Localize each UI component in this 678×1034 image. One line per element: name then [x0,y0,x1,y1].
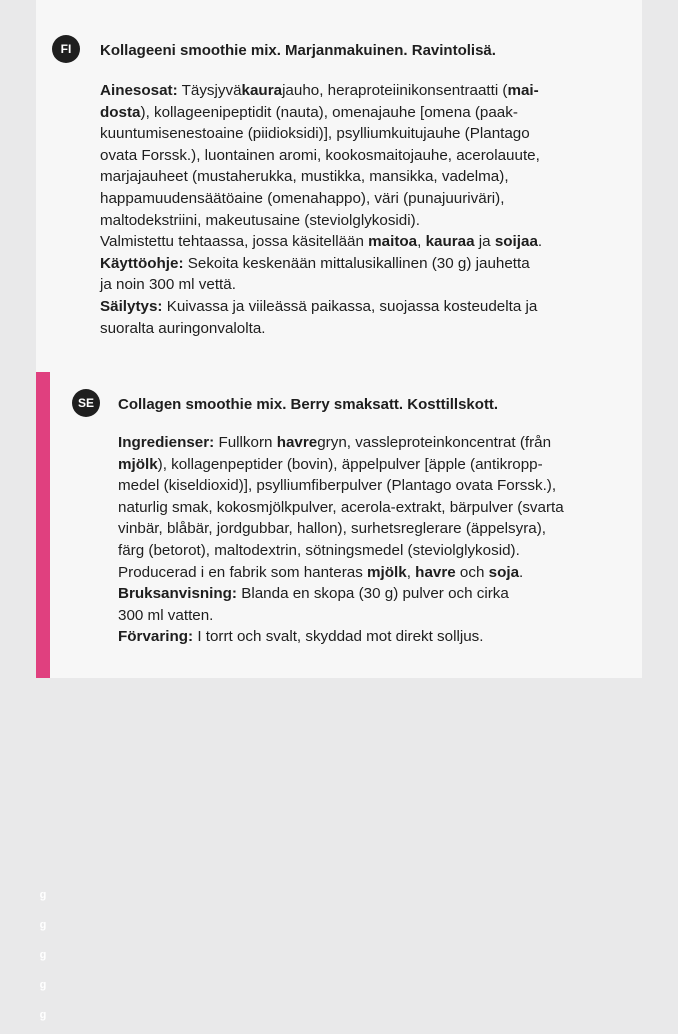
text-span: färg (betorot), maltodextrin, sötningsmedel (steviolglykosid). [118,541,520,559]
strip-mark: g [39,979,47,991]
se-text-line [118,562,564,584]
fi-text-line [100,274,542,296]
bold-text: Bruksanvisning: [118,585,237,603]
text-span: medel (kiseldioxid)], psylliumfiberpulver (Plantago ovata Forssk.), [118,477,557,495]
text-span: 300 ml vatten. [118,606,214,624]
text-span: vinbär, blåbär, jordgubbar, hallon), surhetsreglerare (äppelsyra), [118,520,547,538]
bold-text: kaura [241,82,283,99]
pink-side-strip [36,372,50,1021]
fi-text-line [100,296,542,318]
text-span: Fullkorn [214,434,277,451]
strip-mark: g [39,1009,47,1021]
strip-marks [36,884,50,1034]
fi-text-line [100,253,542,275]
se-text-line [118,432,564,454]
text-span: happamuudensäätöaine (omenahappo), väri (punajuuriväri), [100,189,505,207]
text-span: jauho, heraproteiinikonsentraatti ( [282,82,508,99]
text-span: Sekoita keskenään mittalusikallinen (30 g) jauhetta [183,254,530,272]
bold-text: mai- [507,82,539,99]
text-span: och [455,563,489,581]
bold-text: Säilytys: [100,297,163,315]
se-ingredients-text [118,432,564,648]
text-span: ja [474,233,495,251]
label-sheet [36,0,642,1021]
se-text-line [118,518,564,540]
text-span: Producerad i en fabrik som hanteras [118,563,368,581]
text-span: Kuivassa ja viileässä paikassa, suojassa kosteudelta ja [162,297,538,315]
fi-text-line [100,318,542,340]
fi-language-badge: FI [52,35,80,63]
text-span: ovata Forssk.), luontainen aromi, kookosmaitojauhe, acerolauute, [100,146,540,164]
se-text-line [118,605,564,627]
text-span: maltodekstriini, makeutusaine (steviolglykosidi). [100,211,420,229]
bold-text: Ingredienser: [118,434,215,451]
se-text-line [118,583,564,605]
bold-text: soijaa [494,233,538,251]
text-span: Valmistettu tehtaassa, jossa käsitellään [100,233,369,251]
se-text-line [118,626,564,648]
strip-mark: g [39,949,47,961]
text-span: . [537,233,543,251]
fi-text-line [100,80,542,102]
fi-text-line [100,188,542,210]
text-span: kuuntumisenestoaine (piidioksidi)], psylliumkuitujauhe (Plantago [100,125,530,143]
fi-text-line [100,166,542,188]
text-span: ), kollageenipeptidit (nauta), omenajauhe [omena (paak- [140,103,518,121]
text-span: . [519,563,524,581]
se-text-line [118,454,564,476]
fi-text-line [100,102,542,124]
bold-text: soja [488,563,520,581]
text-span: Blanda en skopa (30 g) pulver och cirka [237,585,509,603]
text-span: I torrt och svalt, skyddad mot direkt solljus. [193,628,484,646]
text-span: gryn, vassleproteinkoncentrat (från [317,434,552,451]
se-title: Collagen smoothie mix. Berry smaksatt. Kosttillskott. [118,396,499,413]
bold-text: Ainesosat: [100,82,178,99]
text-span: , [417,233,426,251]
text-span: , [406,563,416,581]
bold-text: havre [276,434,318,451]
bold-text: dosta [100,103,141,121]
text-span: Täysjyvä [177,82,242,99]
fi-ingredients-text [100,80,542,339]
fi-text-line [100,145,542,167]
se-text-line [118,475,564,497]
se-language-badge: SE [72,389,100,417]
fi-text-line [100,231,542,253]
bold-text: maitoa [368,233,418,251]
text-span: ja noin 300 ml vettä. [100,276,236,294]
strip-mark: g [39,919,47,931]
se-text-line [118,497,564,519]
text-span: marjajauheet (mustaherukka, mustikka, mansikka, vadelma), [100,168,509,186]
text-span: naturlig smak, kokosmjölkpulver, acerola-extrakt, bärpulver (svarta [118,498,564,516]
se-text-line [118,540,564,562]
strip-mark: g [39,889,47,901]
bold-text: Förvaring: [118,628,194,646]
bold-text: kauraa [425,233,475,251]
fi-title: Kollageeni smoothie mix. Marjanmakuinen. Ravintolisä. [100,42,496,59]
text-span: ), kollagenpeptider (bovin), äppelpulver [äpple (antikropp- [157,455,543,473]
text-span: suoralta auringonvalolta. [100,319,266,337]
bold-text: Käyttöohje: [100,254,184,272]
bold-text: havre [415,563,456,581]
bold-text: mjölk [367,563,407,581]
fi-text-line [100,210,542,232]
bold-text: mjölk [118,455,158,473]
fi-text-line [100,123,542,145]
